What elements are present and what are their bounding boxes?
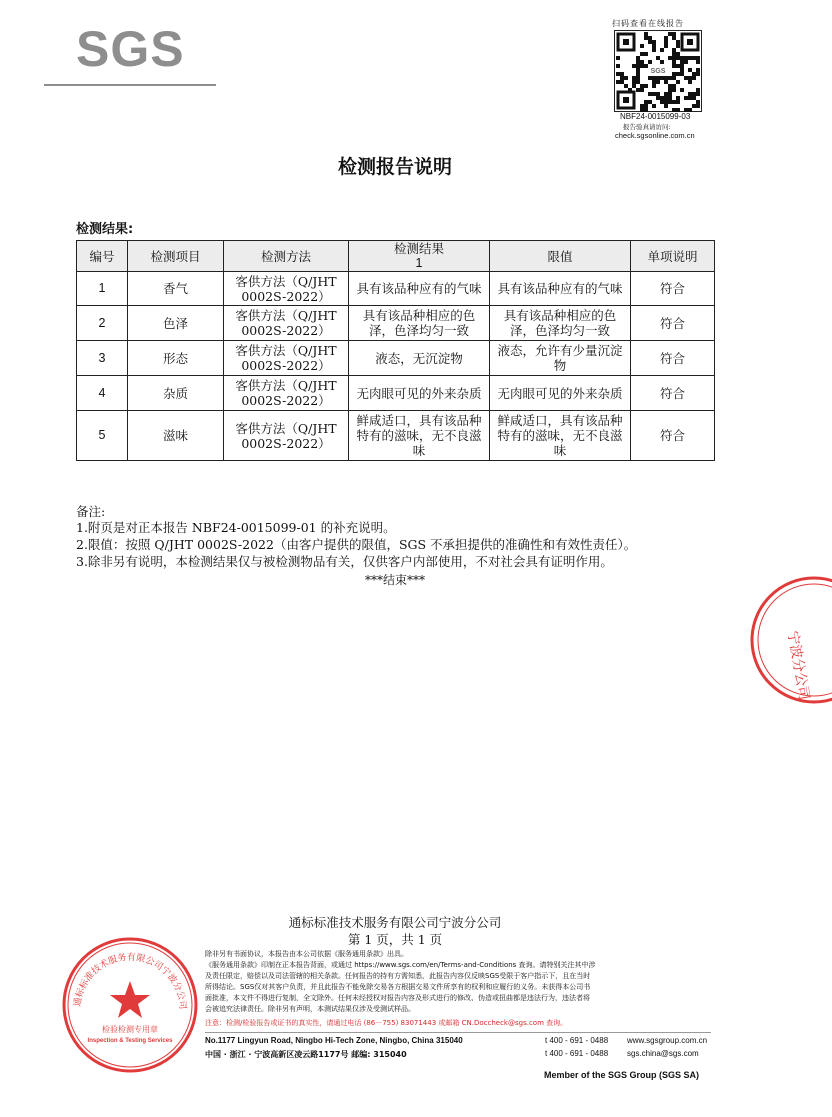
row-method: 客供方法（Q/JHT 0002S-2022） [224,411,349,461]
qr-note: 报告验真请访问: [623,123,671,131]
footer-divider [205,1032,711,1033]
header-result [349,241,490,272]
row-item: 杂质 [128,376,224,411]
company-name: 通标标准技术服务有限公司宁波分公司 [288,915,502,930]
row-limit: 鲜咸适口，具有该品种特有的滋味，无不良滋味 [490,411,631,461]
row-limit: 具有该品种应有的气味 [490,272,631,306]
row-no: 2 [77,306,128,341]
header-limit: 限值 [490,241,631,272]
row-result: 具有该品种相应的色泽，色泽均匀一致 [349,306,490,341]
notes-heading: 备注: [76,504,106,519]
side-seal-icon [742,575,832,705]
fine-print-line: 所得结论。SGS仅对其客户负责，并且此报告不能免除交易各方根据交易文件所享有的权利和应履行的义务。未获得本公司书 [205,983,591,991]
row-no: 5 [77,411,128,461]
row-method: 客供方法（Q/JHT 0002S-2022） [224,376,349,411]
phone: t 400 - 691 - 0488 [545,1036,609,1045]
document-title: 检测报告说明 [337,156,452,178]
row-result: 无肉眼可见的外来杂质 [349,376,490,411]
side-seal-text: 宁波分公司 [783,629,812,702]
header-verdict: 单项说明 [631,241,715,272]
results-label: 检测结果: [76,222,134,237]
fine-print-line: 会被追究法律责任。除非另有声明，本测试结果仅涉及受测试样品。 [205,1005,415,1013]
row-verdict: 符合 [631,376,715,411]
row-no: 4 [77,376,128,411]
inspection-seal-icon [60,935,200,1075]
address-cn: 中国 · 浙江 · 宁波高新区凌云路1177号 邮编: 315040 [205,1050,407,1059]
note-item: 3.除非另有说明，本检测结果仅与被检测物品有关，仅供客户内部使用，不对社会具有证明作用。 [76,554,613,569]
row-item: 形态 [128,341,224,376]
fine-print-line: 面批准，本文件不得进行复制，全文除外。任何未经授权对报告内容及形式进行的修改、伪造或扭曲都是违法行为，违法者将 [205,994,590,1002]
row-limit: 液态，允许有少量沉淀物 [490,341,631,376]
email-link[interactable]: sgs.china@sgs.com [627,1049,699,1058]
row-verdict: 符合 [631,306,715,341]
header-method: 检测方法 [224,241,349,272]
sgs-logo: SGS [76,21,185,77]
end-mark: ***结束*** [364,573,425,587]
row-method: 客供方法（Q/JHT 0002S-2022） [224,306,349,341]
table-row [77,341,715,376]
note-item: 2.限值：按照 Q/JHT 0002S-2022（由客户提供的限值，SGS 不承担提供的准确性和有效性责任）。 [76,537,637,552]
phone: t 400 - 691 - 0488 [545,1049,609,1058]
seal-center-cn: 检验检测专用章 [102,1025,158,1034]
authenticity-notice: 注意：检测/检验报告或证书的真实性，请通过电话 (86－755) 83071443 或邮箱 CN.Doccheck@sgs.com 查询。 [205,1019,568,1027]
row-limit: 无肉眼可见的外来杂质 [490,376,631,411]
table-row [77,306,715,341]
row-no: 1 [77,272,128,306]
row-verdict: 符合 [631,341,715,376]
row-verdict: 符合 [631,411,715,461]
header-result-index: 1 [415,256,423,270]
website-link[interactable]: www.sgsgroup.com.cn [627,1036,708,1045]
header-no: 编号 [77,241,128,272]
header-result-label: 检测结果 [393,241,444,256]
qr-caption: 扫码查看在线报告 [612,19,684,28]
seal-center-en: Inspection & Testing Services [87,1038,173,1044]
address-en: No.1177 Lingyun Road, Ningbo Hi-Tech Zone, Ningbo, China 315040 [205,1036,463,1045]
row-no: 3 [77,341,128,376]
table-header-row [77,241,715,272]
row-limit: 具有该品种相应的色泽，色泽均匀一致 [490,306,631,341]
fine-print-line: 《服务通用条款》印制在正本报告背面，或通过 https://www.sgs.com/en/Terms-and-Conditions 查询。请特别关注其中涉 [205,961,596,969]
row-method: 客供方法（Q/JHT 0002S-2022） [224,272,349,306]
row-item: 香气 [128,272,224,306]
row-item: 色泽 [128,306,224,341]
row-result: 鲜咸适口，具有该品种特有的滋味，无不良滋味 [349,411,490,461]
row-item: 滋味 [128,411,224,461]
report-code: NBF24-0015099-03 [620,112,691,121]
member-line: Member of the SGS Group (SGS SA) [544,1070,700,1080]
page-number: 第 1 页，共 1 页 [347,932,443,947]
row-result: 具有该品种应有的气味 [349,272,490,306]
qr-code-icon[interactable] [614,30,702,112]
row-result: 液态，无沉淀物 [349,341,490,376]
row-method: 客供方法（Q/JHT 0002S-2022） [224,341,349,376]
fine-print-line: 除非另有书面协议，本报告由本公司依据《服务通用条款》出具。 [205,950,408,958]
results-table [76,240,715,461]
logo-underline [44,84,216,86]
verify-url[interactable]: check.sgsonline.com.cn [615,131,695,140]
row-verdict: 符合 [631,272,715,306]
header-item: 检测项目 [128,241,224,272]
table-row [77,376,715,411]
table-row [77,272,715,306]
seal-ring-text: 通标标准技术服务有限公司宁波分公司 [72,952,188,1010]
note-item: 1.附页是对正本报告 NBF24-0015099-01 的补充说明。 [76,520,396,535]
table-row [77,411,715,461]
fine-print-line: 及责任限定，赔偿以及司法管辖的相关条款。任何报告的持有方需知悉，此报告内容仅反映SGS受限于客户指示下，且在当时 [205,972,591,980]
qr-center-label: SGS [650,68,666,75]
